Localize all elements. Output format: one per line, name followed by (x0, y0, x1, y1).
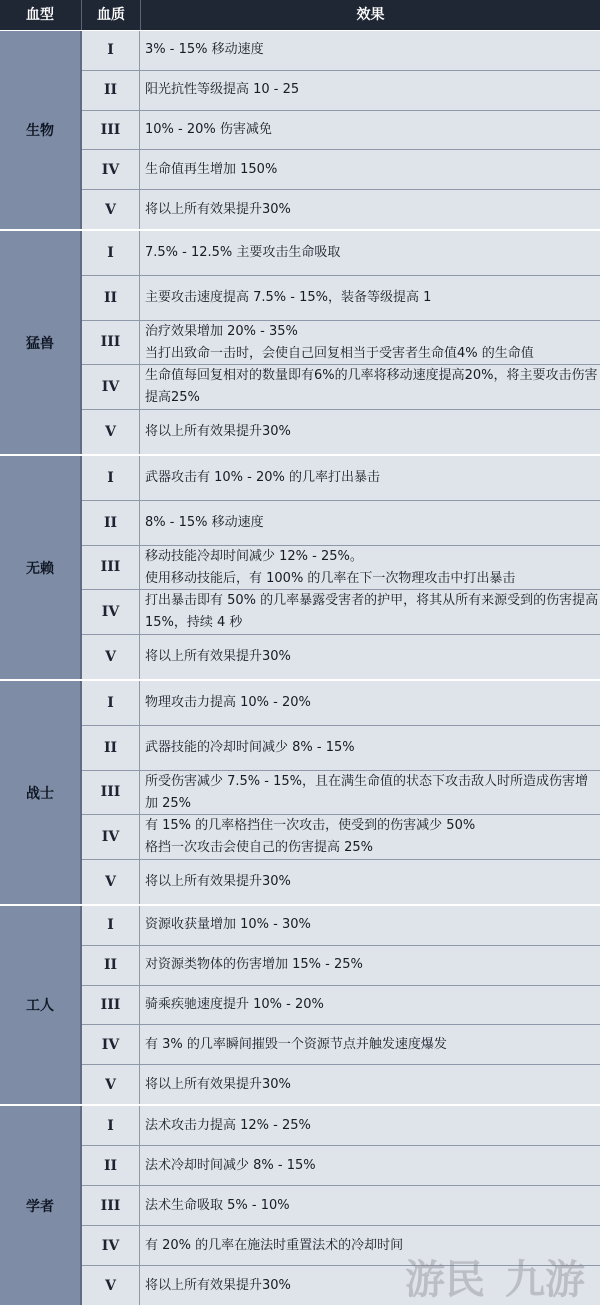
effect-cell: 主要攻击速度提高 7.5% - 15%，装备等级提高 1 (140, 276, 600, 320)
effect-cell: 将以上所有效果提升30% (140, 635, 600, 679)
blood-group (0, 681, 600, 904)
table-row (82, 111, 600, 150)
grade-cell: I (82, 1106, 139, 1145)
blood-group (0, 31, 600, 229)
table-row (82, 456, 600, 500)
grade-cell: V (82, 635, 139, 679)
table-row (82, 410, 600, 454)
effect-cell: 有 3% 的几率瞬间摧毁一个资源节点并触发速度爆发 (140, 1025, 600, 1064)
table-row (82, 1226, 600, 1265)
grade-cell: II (82, 1146, 139, 1185)
table-row (82, 150, 600, 189)
grade-cell: I (82, 906, 139, 945)
grade-cell: II (82, 276, 139, 320)
grade-cell: II (82, 946, 139, 985)
effect-cell: 生命值每回复相对的数量即有6%的几率将移动速度提高20%，将主要攻击伤害提高25% (140, 365, 600, 409)
effect-cell: 将以上所有效果提升30% (140, 410, 600, 454)
grade-cell: IV (82, 150, 139, 189)
grade-cell: III (82, 986, 139, 1025)
grade-cell: V (82, 190, 139, 229)
table-row (82, 190, 600, 229)
table-row (82, 635, 600, 679)
blood-group (0, 906, 600, 1104)
grade-cell: I (82, 456, 139, 500)
watermark-text: 游民 (405, 1257, 485, 1303)
grade-cell: IV (82, 1226, 139, 1265)
blood-type-name: 猛兽 (0, 231, 82, 454)
effect-cell: 将以上所有效果提升30% (140, 860, 600, 904)
blood-group (0, 1106, 600, 1305)
grade-cell: III (82, 546, 139, 590)
grade-cell: I (82, 681, 139, 725)
effect-cell: 物理攻击力提高 10% - 20% (140, 681, 600, 725)
table-row (82, 71, 600, 110)
grade-cell: II (82, 501, 139, 545)
grade-cell: IV (82, 590, 139, 634)
grade-cell: I (82, 31, 139, 70)
effect-cell: 10% - 20% 伤害减免 (140, 111, 600, 150)
effect-cell: 将以上所有效果提升30% (140, 190, 600, 229)
table-row (82, 726, 600, 770)
effect-cell: 打出暴击即有 50% 的几率暴露受害者的护甲，将其从所有来源受到的伤害提高 15%，持续 4 秒 (140, 590, 600, 634)
table-row (82, 276, 600, 320)
effect-cell: 法术攻击力提高 12% - 25% (140, 1106, 600, 1145)
table-row (82, 1186, 600, 1225)
effect-cell: 有 20% 的几率在施法时重置法术的冷却时间 (140, 1226, 600, 1265)
grade-cell: IV (82, 1025, 139, 1064)
header-effect: 效果 (356, 7, 385, 23)
table-row (82, 906, 600, 945)
table-row (82, 1106, 600, 1145)
effect-cell: 阳光抗性等级提高 10 - 25 (140, 71, 600, 110)
effect-cell: 法术生命吸取 5% - 10% (140, 1186, 600, 1225)
header-blood-type: 血型 (26, 7, 54, 23)
table-row (82, 1266, 600, 1305)
effect-cell: 法术冷却时间减少 8% - 15% (140, 1146, 600, 1185)
effect-cell: 资源收获量增加 10% - 30% (140, 906, 600, 945)
effect-cell: 武器攻击有 10% - 20% 的几率打出暴击 (140, 456, 600, 500)
grade-cell: III (82, 111, 139, 150)
table-row (82, 681, 600, 725)
table-row (82, 986, 600, 1025)
table-row (82, 771, 600, 815)
effect-cell: 武器技能的冷却时间减少 8% - 15% (140, 726, 600, 770)
effect-cell: 3% - 15% 移动速度 (140, 31, 600, 70)
table-row (82, 946, 600, 985)
blood-group (0, 231, 600, 454)
effect-cell: 骑乘疾驰速度提升 10% - 20% (140, 986, 600, 1025)
table-row (82, 365, 600, 409)
table-row (82, 815, 600, 859)
table-row (82, 1025, 600, 1064)
table-row (82, 231, 600, 275)
effect-cell: 8% - 15% 移动速度 (140, 501, 600, 545)
table-row (82, 321, 600, 365)
effect-cell: 生命值再生增加 150% (140, 150, 600, 189)
blood-type-name: 战士 (0, 681, 82, 904)
table-row (82, 501, 600, 545)
table-row (82, 1146, 600, 1185)
grade-cell: III (82, 771, 139, 815)
blood-group (0, 456, 600, 679)
table-row (82, 1065, 600, 1104)
grade-cell: I (82, 231, 139, 275)
effect-cell: 对资源类物体的伤害增加 15% - 25% (140, 946, 600, 985)
grade-cell: V (82, 1266, 139, 1305)
table-header (0, 0, 600, 30)
grade-cell: V (82, 410, 139, 454)
blood-type-name: 生物 (0, 31, 82, 229)
effect-cell: 移动技能冷却时间减少 12% - 25%。 使用移动技能后，有 100% 的几率在下一次物理攻击中打出暴击 (140, 546, 600, 590)
watermark-text: 九游 (505, 1257, 585, 1303)
grade-cell: III (82, 321, 139, 365)
blood-type-name: 工人 (0, 906, 82, 1104)
blood-type-name: 无赖 (0, 456, 82, 679)
table-row (82, 860, 600, 904)
header-blood-quality: 血质 (97, 7, 125, 23)
effect-cell: 有 15% 的几率格挡住一次攻击，使受到的伤害减少 50% 格挡一次攻击会使自己的伤害提高 25% (140, 815, 600, 859)
table-row (82, 546, 600, 590)
grade-cell: II (82, 71, 139, 110)
effect-cell: 将以上所有效果提升30% (140, 1065, 600, 1104)
effect-cell: 所受伤害减少 7.5% - 15%，且在满生命值的状态下攻击敌人时所造成伤害增加 25% (140, 771, 600, 815)
effect-cell: 将以上所有效果提升30% (140, 1266, 600, 1305)
grade-cell: V (82, 1065, 139, 1104)
grade-cell: II (82, 726, 139, 770)
table-row (82, 31, 600, 70)
grade-cell: V (82, 860, 139, 904)
effect-cell: 7.5% - 12.5% 主要攻击生命吸取 (140, 231, 600, 275)
grade-cell: IV (82, 815, 139, 859)
grade-cell: III (82, 1186, 139, 1225)
blood-type-name: 学者 (0, 1106, 82, 1305)
table-row (82, 590, 600, 634)
grade-cell: IV (82, 365, 139, 409)
effect-cell: 治疗效果增加 20% - 35% 当打出致命一击时，会使自己回复相当于受害者生命值4% 的生命值 (140, 321, 600, 365)
